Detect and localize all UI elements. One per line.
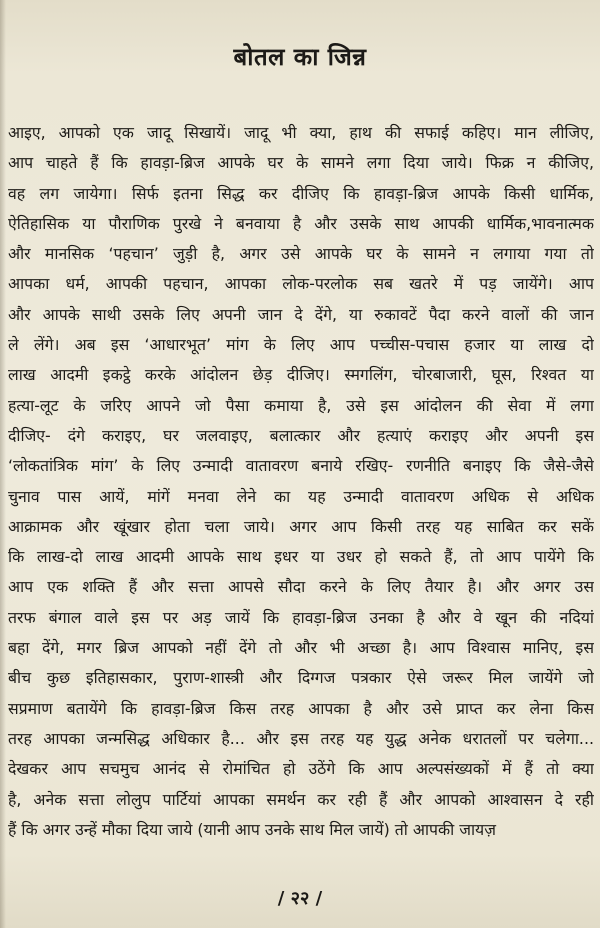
text-line: है, अनेक सत्ता लोलुप पार्टियां आपका समर्थन कर रही हैं और आपको आश्वासन दे रही	[8, 789, 594, 809]
text-line: आइए, आपको एक जादू सिखायें। जादू भी क्या, हाथ की सफाई कहिए। मान लीजिए,	[8, 123, 594, 142]
text-line: आक्रामक और खूंखार होता चला जाये। अगर आप किसी तरह यह साबित कर सकें	[8, 516, 594, 536]
body-text	[8, 118, 594, 845]
text-line: कि लाख-दो लाख आदमी आपके साथ इधर या उधर हो सकते हैं, तो आप पायेंगे कि	[8, 547, 594, 567]
text-line: तरफ बंगाल वाले इस पर अड़ जायें कि हावड़ा-ब्रिज उनका है और वे खून की नदियां	[8, 607, 594, 627]
text-line: बीच कुछ इतिहासकार, पुराण-शास्त्री और दिग्गज पत्रकार ऐसे जरूर मिल जायेंगे जो	[8, 668, 594, 688]
text-line: वह लग जायेगा। सिर्फ इतना सिद्ध कर दीजिए कि हावड़ा-ब्रिज आपके किसी धार्मिक,	[8, 183, 594, 203]
text-line: लाख आदमी इकट्ठे करके आंदोलन छेड़ दीजिए। स्मगलिंग, चोरबाजारी, घूस, रिश्वत या	[8, 365, 594, 385]
text-line: देखकर आप सचमुच आनंद से रोमांचित हो उठेंगे कि आप अल्पसंख्यकों में हैं तो क्या	[8, 759, 594, 779]
text-line: ‘लोकतांत्रिक मांग’ के लिए उन्मादी वातावरण बनाये रखिए- रणनीति बनाइए कि जैसे-जैसे	[8, 456, 594, 476]
text-line: आपका धर्म, आपकी पहचान, आपका लोक-परलोक सब खतरे में पड़ जायेंगे। आप	[8, 274, 594, 294]
text-line: बहा देंगे, मगर ब्रिज आपको नहीं देंगे तो और भी अच्छा है। आप विश्वास मानिए, इस	[8, 638, 594, 658]
text-line: ले लेंगे। अब इस ‘आधारभूत’ मांग के लिए आप पच्चीस-पचास हजार या लाख दो	[8, 335, 594, 355]
text-line: ऐतिहासिक या पौराणिक पुरखे ने बनवाया है और उसके साथ आपकी धार्मिक,भावनात्मक	[8, 213, 594, 233]
chapter-title: बोतल का जिन्न	[233, 43, 367, 71]
text-line: तरह आपका जन्मसिद्ध अधिकार है... और इस तरह यह युद्ध अनेक धरातलों पर चलेगा...	[8, 728, 594, 748]
text-line: आप एक शक्ति हैं और सत्ता आपसे सौदा करने के लिए तैयार है। और अगर उस	[8, 577, 594, 597]
text-line: और आपके साथी उसके लिए अपनी जान दे देंगे, या रुकावटें पैदा करने वालों की जान	[8, 304, 594, 324]
text-line: हत्या-लूट के जरिए आपने जो पैसा कमाया है, उसे इस आंदोलन की सेवा में लगा	[8, 395, 594, 415]
text-line: और मानसिक ‘पहचान’ जुड़ी है, अगर उसे आपके घर के सामने न लगाया गया तो	[8, 244, 594, 264]
text-line: सप्रमाण बतायेंगे कि हावड़ा-ब्रिज किस तरह आपका है और उसे प्राप्त कर लेना किस	[8, 698, 594, 718]
text-line: दीजिए- दंगे कराइए, घर जलवाइए, बलात्कार और हत्याएं कराइए और अपनी इस	[8, 425, 594, 445]
text-line: आप चाहते हैं कि हावड़ा-ब्रिज आपके घर के सामने लगा दिया जाये। फिक्र न कीजिए,	[8, 153, 594, 173]
page-edge-shadow	[0, 0, 6, 928]
text-line: चुनाव पास आयें, मांगें मनवा लेने का यह उन्मादी वातावरण अधिक से अधिक	[8, 486, 594, 506]
page-number: / २२ /	[277, 888, 323, 909]
text-line: हैं कि अगर उन्हें मौका दिया जाये (यानी आप उनके साथ मिल जायें) तो आपकी जायज़	[8, 819, 496, 839]
